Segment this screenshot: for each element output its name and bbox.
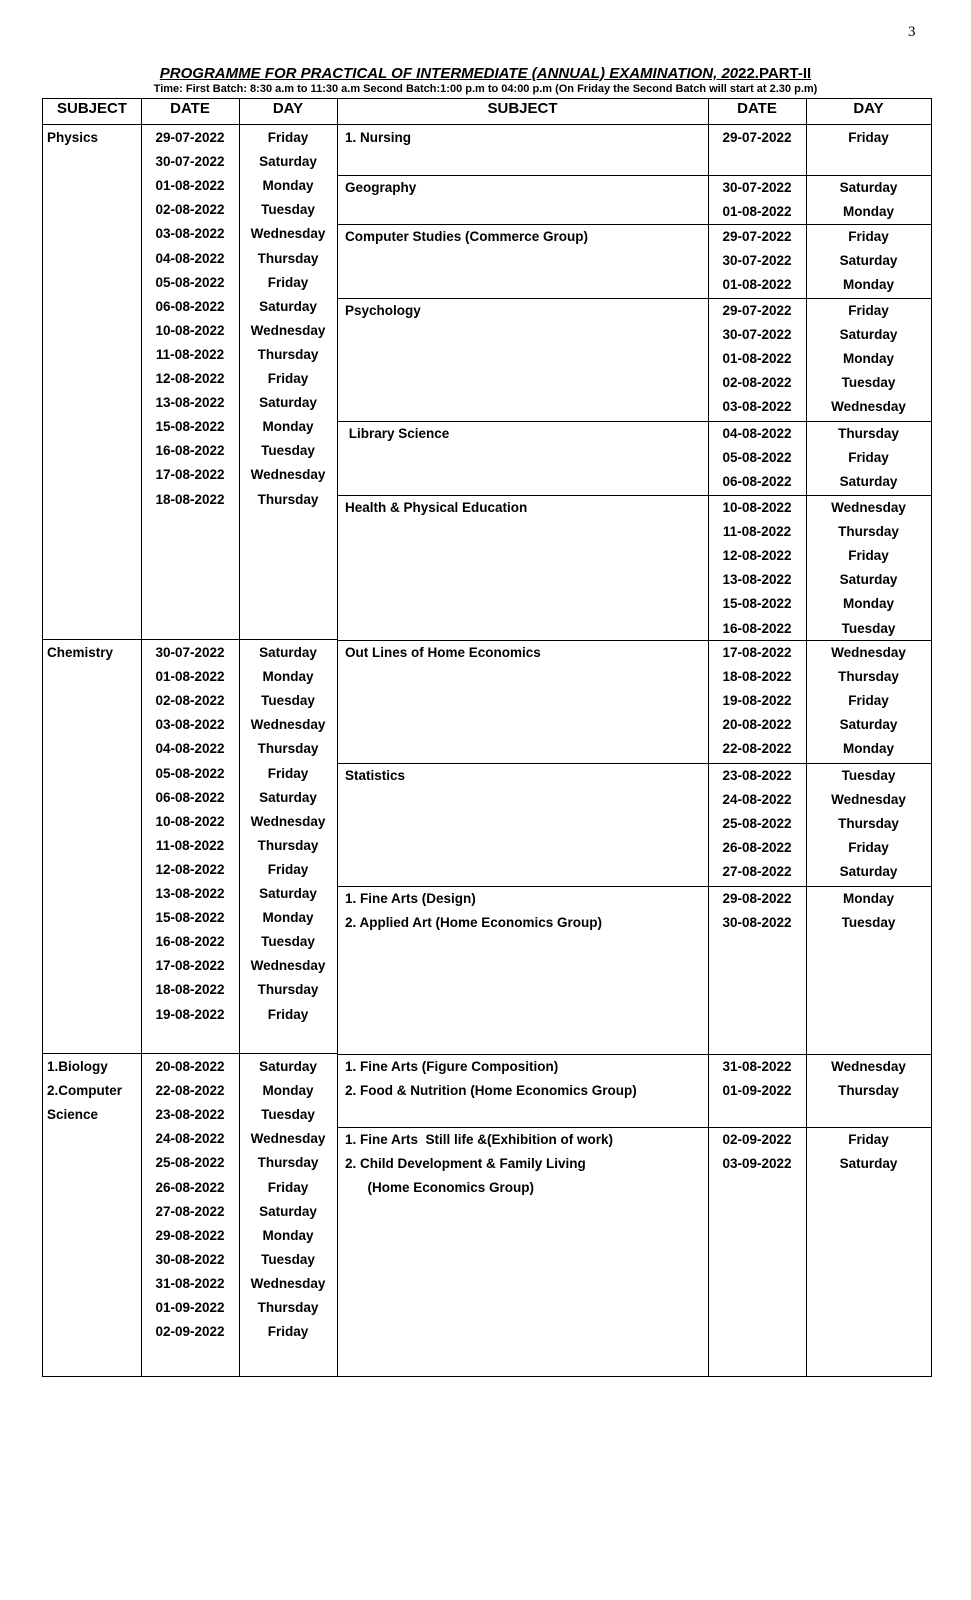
- left-date-cell: 23-08-2022: [155, 1107, 225, 1123]
- left-subject-name: Physics: [47, 130, 99, 145]
- right-date-cell: 13-08-2022: [722, 572, 792, 588]
- left-day-cell: Friday: [267, 765, 309, 781]
- left-day-cell: Wednesday: [250, 1131, 326, 1147]
- row-divider: [337, 886, 931, 887]
- right-subject-name: 1. Nursing: [345, 130, 412, 145]
- left-day-cell: Friday: [267, 1179, 309, 1195]
- left-subject-name: Science: [47, 1107, 99, 1123]
- left-date-cell: 24-08-2022: [155, 1131, 225, 1147]
- left-day-cell: Wednesday: [250, 1275, 326, 1291]
- left-day-cell: Saturday: [259, 395, 317, 411]
- row-divider: [337, 224, 931, 225]
- left-date-cell: 13-08-2022: [155, 395, 225, 411]
- right-day-cell: Wednesday: [831, 500, 906, 515]
- right-day-cell: Saturday: [839, 572, 898, 588]
- left-date-cell: 03-08-2022: [155, 717, 225, 733]
- left-day-cell: Thursday: [257, 741, 319, 757]
- right-day-cell: Saturday: [839, 864, 898, 880]
- left-day-cell: Saturday: [259, 154, 317, 170]
- left-day-cell: Thursday: [257, 982, 319, 998]
- right-day-cell: Saturday: [839, 327, 898, 343]
- left-day-cell: Monday: [262, 1083, 314, 1099]
- left-date-cell: 02-08-2022: [155, 202, 225, 218]
- left-day-cell: Tuesday: [261, 202, 315, 218]
- right-subject-name: (Home Economics Group): [345, 1180, 535, 1196]
- right-date-cell: 17-08-2022: [722, 645, 792, 660]
- left-day-cell: Tuesday: [261, 934, 315, 950]
- right-day-cell: Wednesday: [831, 792, 906, 808]
- left-date-cell: 25-08-2022: [155, 1155, 225, 1171]
- left-date-cell: 05-08-2022: [155, 765, 225, 781]
- right-day-cell: Saturday: [839, 717, 898, 733]
- right-day-cell: Tuesday: [841, 768, 896, 783]
- left-date-cell: 15-08-2022: [155, 419, 225, 435]
- left-day-cell: Monday: [262, 669, 314, 685]
- left-date-cell: 18-08-2022: [155, 982, 225, 998]
- right-date-cell: 10-08-2022: [722, 500, 792, 515]
- left-date-cell: 04-08-2022: [155, 250, 225, 266]
- left-date-cell: 30-07-2022: [155, 645, 225, 660]
- right-date-cell: 20-08-2022: [722, 717, 792, 733]
- right-subject-header: SUBJECT: [487, 100, 558, 117]
- right-subject-name: Geography: [345, 180, 417, 195]
- left-date-cell: 29-08-2022: [155, 1227, 225, 1243]
- right-date-cell: 26-08-2022: [722, 840, 792, 856]
- left-day-cell: Saturday: [259, 886, 317, 901]
- left-day-cell: Thursday: [257, 250, 319, 266]
- left-day-cell: Thursday: [257, 491, 319, 507]
- left-day-cell: Saturday: [259, 1203, 317, 1219]
- row-divider: [43, 1053, 337, 1054]
- right-day-header: DAY: [853, 100, 884, 117]
- right-subject-name: Computer Studies (Commerce Group): [345, 229, 589, 244]
- left-date-cell: 16-08-2022: [155, 934, 225, 950]
- row-divider: [337, 495, 931, 496]
- left-date-cell: 01-08-2022: [155, 669, 225, 685]
- left-date-cell: 03-08-2022: [155, 226, 225, 242]
- right-date-cell: 01-09-2022: [722, 1083, 792, 1099]
- page-number: 3: [908, 24, 916, 40]
- left-day-cell: Friday: [267, 130, 309, 145]
- right-day-cell: Friday: [848, 1132, 889, 1147]
- right-day-cell: Monday: [842, 277, 894, 293]
- left-date-cell: 04-08-2022: [155, 741, 225, 757]
- left-day-cell: Wednesday: [250, 322, 326, 338]
- left-day-cell: Thursday: [257, 837, 319, 853]
- right-date-cell: 18-08-2022: [722, 669, 792, 685]
- left-day-cell: Saturday: [259, 298, 317, 314]
- left-date-cell: 01-08-2022: [155, 178, 225, 194]
- right-subject-name: Health & Physical Education: [345, 500, 528, 515]
- right-subject-name: Statistics: [345, 768, 406, 783]
- left-date-cell: 27-08-2022: [155, 1203, 225, 1219]
- left-day-cell: Thursday: [257, 1300, 319, 1315]
- left-date-cell: 01-09-2022: [155, 1300, 225, 1315]
- left-date-cell: 16-08-2022: [155, 443, 225, 459]
- left-day-cell: Saturday: [259, 645, 317, 660]
- left-date-header: DATE: [170, 100, 210, 117]
- right-day-cell: Saturday: [839, 1156, 898, 1172]
- right-date-cell: 29-07-2022: [722, 303, 792, 318]
- left-day-cell: Thursday: [257, 346, 319, 362]
- left-date-cell: 11-08-2022: [155, 837, 225, 853]
- right-date-cell: 02-09-2022: [722, 1132, 792, 1147]
- left-date-cell: 10-08-2022: [155, 322, 225, 338]
- schedule-table: [42, 98, 932, 1377]
- row-divider: [337, 1054, 931, 1055]
- left-date-cell: 17-08-2022: [155, 467, 225, 483]
- right-day-cell: Thursday: [838, 1083, 899, 1099]
- right-subject-name: 2. Food & Nutrition (Home Economics Group): [345, 1083, 637, 1099]
- left-date-cell: 17-08-2022: [155, 958, 225, 974]
- left-date-cell: 13-08-2022: [155, 886, 225, 901]
- right-date-cell: 22-08-2022: [722, 741, 792, 757]
- right-day-cell: Wednesday: [831, 645, 906, 660]
- right-subject-name: 2. Child Development & Family Living: [345, 1156, 586, 1172]
- row-divider: [337, 421, 931, 422]
- right-day-cell: Tuesday: [841, 620, 896, 636]
- right-day-cell: Friday: [848, 229, 889, 244]
- right-date-cell: 29-07-2022: [722, 130, 792, 145]
- row-divider: [43, 639, 337, 640]
- right-day-cell: Wednesday: [831, 399, 906, 415]
- row-divider: [337, 1127, 931, 1128]
- left-date-cell: 30-08-2022: [155, 1251, 225, 1267]
- left-day-cell: Wednesday: [250, 467, 326, 483]
- right-date-cell: 25-08-2022: [722, 816, 792, 832]
- left-day-cell: Monday: [262, 178, 314, 194]
- right-day-cell: Thursday: [838, 669, 899, 685]
- left-day-cell: Thursday: [257, 1155, 319, 1171]
- right-day-cell: Monday: [842, 891, 894, 906]
- left-day-cell: Tuesday: [261, 1251, 315, 1267]
- row-divider: [337, 640, 931, 641]
- left-date-cell: 31-08-2022: [155, 1275, 225, 1291]
- left-date-cell: 06-08-2022: [155, 789, 225, 805]
- right-subject-name: 1. Fine Arts (Design): [345, 891, 476, 906]
- header-divider: [43, 124, 931, 125]
- right-date-cell: 27-08-2022: [722, 864, 792, 880]
- title-tail: 22.PART-II: [738, 65, 812, 82]
- document-title: [0, 65, 971, 82]
- left-day-cell: Tuesday: [261, 1107, 315, 1123]
- right-subject-name: Library Science: [345, 426, 450, 441]
- right-date-cell: 29-08-2022: [722, 891, 792, 906]
- row-divider: [337, 298, 931, 299]
- left-date-cell: 05-08-2022: [155, 274, 225, 290]
- right-date-cell: 19-08-2022: [722, 693, 792, 709]
- right-day-cell: Monday: [842, 596, 894, 612]
- left-day-cell: Friday: [267, 861, 309, 877]
- right-date-cell: 30-08-2022: [722, 915, 792, 931]
- right-day-cell: Friday: [848, 303, 889, 318]
- left-subject-name: Chemistry: [47, 645, 114, 660]
- right-day-cell: Monday: [842, 351, 894, 367]
- left-date-cell: 20-08-2022: [155, 1059, 225, 1074]
- exam-timing: Time: First Batch: 8:30 a.m to 11:30 a.m Second Batch:1:00 p.m to 04:00 p.m (On Friday the Second Batch will start at 2.30 p.m): [153, 83, 818, 95]
- right-date-cell: 01-08-2022: [722, 351, 792, 367]
- right-date-cell: 06-08-2022: [722, 474, 792, 490]
- right-date-cell: 11-08-2022: [722, 524, 792, 540]
- right-day-cell: Monday: [842, 741, 894, 757]
- right-day-cell: Saturday: [839, 474, 898, 490]
- right-date-cell: 31-08-2022: [722, 1059, 792, 1074]
- left-date-cell: 15-08-2022: [155, 910, 225, 926]
- right-day-cell: Saturday: [839, 180, 898, 195]
- title-main: PROGRAMME FOR PRACTICAL OF INTERMEDIATE (ANNUAL) EXAMINATION, 20: [159, 65, 739, 82]
- left-date-cell: 02-08-2022: [155, 693, 225, 709]
- right-date-cell: 03-09-2022: [722, 1156, 792, 1172]
- left-day-cell: Monday: [262, 1227, 314, 1243]
- right-day-cell: Friday: [848, 450, 889, 466]
- right-day-cell: Friday: [848, 548, 889, 564]
- left-day-cell: Friday: [267, 274, 309, 290]
- left-date-cell: 12-08-2022: [155, 371, 225, 386]
- left-date-cell: 11-08-2022: [155, 346, 225, 362]
- left-day-cell: Monday: [262, 910, 314, 926]
- right-day-cell: Thursday: [838, 816, 899, 832]
- left-day-cell: Wednesday: [250, 717, 326, 733]
- right-date-cell: 30-07-2022: [722, 327, 792, 343]
- right-date-cell: 05-08-2022: [722, 450, 792, 466]
- right-date-cell: 01-08-2022: [722, 277, 792, 293]
- right-date-cell: 01-08-2022: [722, 204, 792, 220]
- left-date-cell: 22-08-2022: [155, 1083, 225, 1099]
- right-day-cell: Thursday: [838, 426, 899, 441]
- right-day-cell: Friday: [848, 130, 889, 145]
- left-subject-name: 1.Biology: [47, 1059, 108, 1074]
- left-subject-header: SUBJECT: [56, 100, 127, 117]
- left-day-header: DAY: [272, 100, 304, 117]
- right-subject-name: Psychology: [345, 303, 421, 318]
- right-date-cell: 04-08-2022: [722, 426, 792, 441]
- left-day-cell: Monday: [262, 419, 314, 435]
- row-divider: [337, 763, 931, 764]
- right-date-cell: 03-08-2022: [722, 399, 792, 415]
- right-day-cell: Friday: [848, 840, 889, 856]
- right-day-cell: Monday: [842, 204, 894, 220]
- column-divider: [337, 99, 338, 1376]
- left-date-cell: 06-08-2022: [155, 298, 225, 314]
- right-date-header: DATE: [737, 100, 777, 117]
- left-date-cell: 12-08-2022: [155, 861, 225, 877]
- right-date-cell: 29-07-2022: [722, 229, 792, 244]
- right-date-cell: 16-08-2022: [722, 620, 792, 636]
- left-day-cell: Friday: [267, 371, 309, 386]
- right-day-cell: Wednesday: [831, 1059, 906, 1074]
- left-date-cell: 02-09-2022: [155, 1324, 225, 1340]
- right-subject-name: Out Lines of Home Economics: [345, 645, 541, 660]
- left-subject-name: 2.Computer: [47, 1083, 123, 1099]
- right-subject-name: 1. Fine Arts (Figure Composition): [345, 1059, 559, 1074]
- right-subject-name: 2. Applied Art (Home Economics Group): [345, 915, 603, 931]
- left-day-cell: Tuesday: [261, 443, 315, 459]
- right-date-cell: 12-08-2022: [722, 548, 792, 564]
- right-day-cell: Tuesday: [841, 915, 896, 931]
- left-day-cell: Saturday: [259, 1059, 317, 1074]
- left-day-cell: Wednesday: [250, 958, 326, 974]
- left-day-cell: Wednesday: [250, 226, 326, 242]
- left-date-cell: 30-07-2022: [155, 154, 225, 170]
- left-day-cell: Tuesday: [261, 693, 315, 709]
- left-day-cell: Friday: [267, 1324, 309, 1340]
- right-day-cell: Friday: [848, 693, 889, 709]
- left-date-cell: 29-07-2022: [155, 130, 225, 145]
- left-date-cell: 18-08-2022: [155, 491, 225, 507]
- right-date-cell: 30-07-2022: [722, 253, 792, 269]
- right-date-cell: 23-08-2022: [722, 768, 792, 783]
- right-day-cell: Thursday: [838, 524, 899, 540]
- right-date-cell: 15-08-2022: [722, 596, 792, 612]
- right-date-cell: 24-08-2022: [722, 792, 792, 808]
- left-day-cell: Saturday: [259, 789, 317, 805]
- right-day-cell: Saturday: [839, 253, 898, 269]
- left-day-cell: Friday: [267, 1006, 309, 1022]
- right-date-cell: 02-08-2022: [722, 375, 792, 391]
- right-subject-name: 1. Fine Arts Still life &(Exhibition of work): [345, 1132, 614, 1147]
- left-date-cell: 10-08-2022: [155, 813, 225, 829]
- left-date-cell: 19-08-2022: [155, 1006, 225, 1022]
- right-day-cell: Tuesday: [841, 375, 896, 391]
- right-date-cell: 30-07-2022: [722, 180, 792, 195]
- left-date-cell: 26-08-2022: [155, 1179, 225, 1195]
- row-divider: [337, 175, 931, 176]
- left-day-cell: Wednesday: [250, 813, 326, 829]
